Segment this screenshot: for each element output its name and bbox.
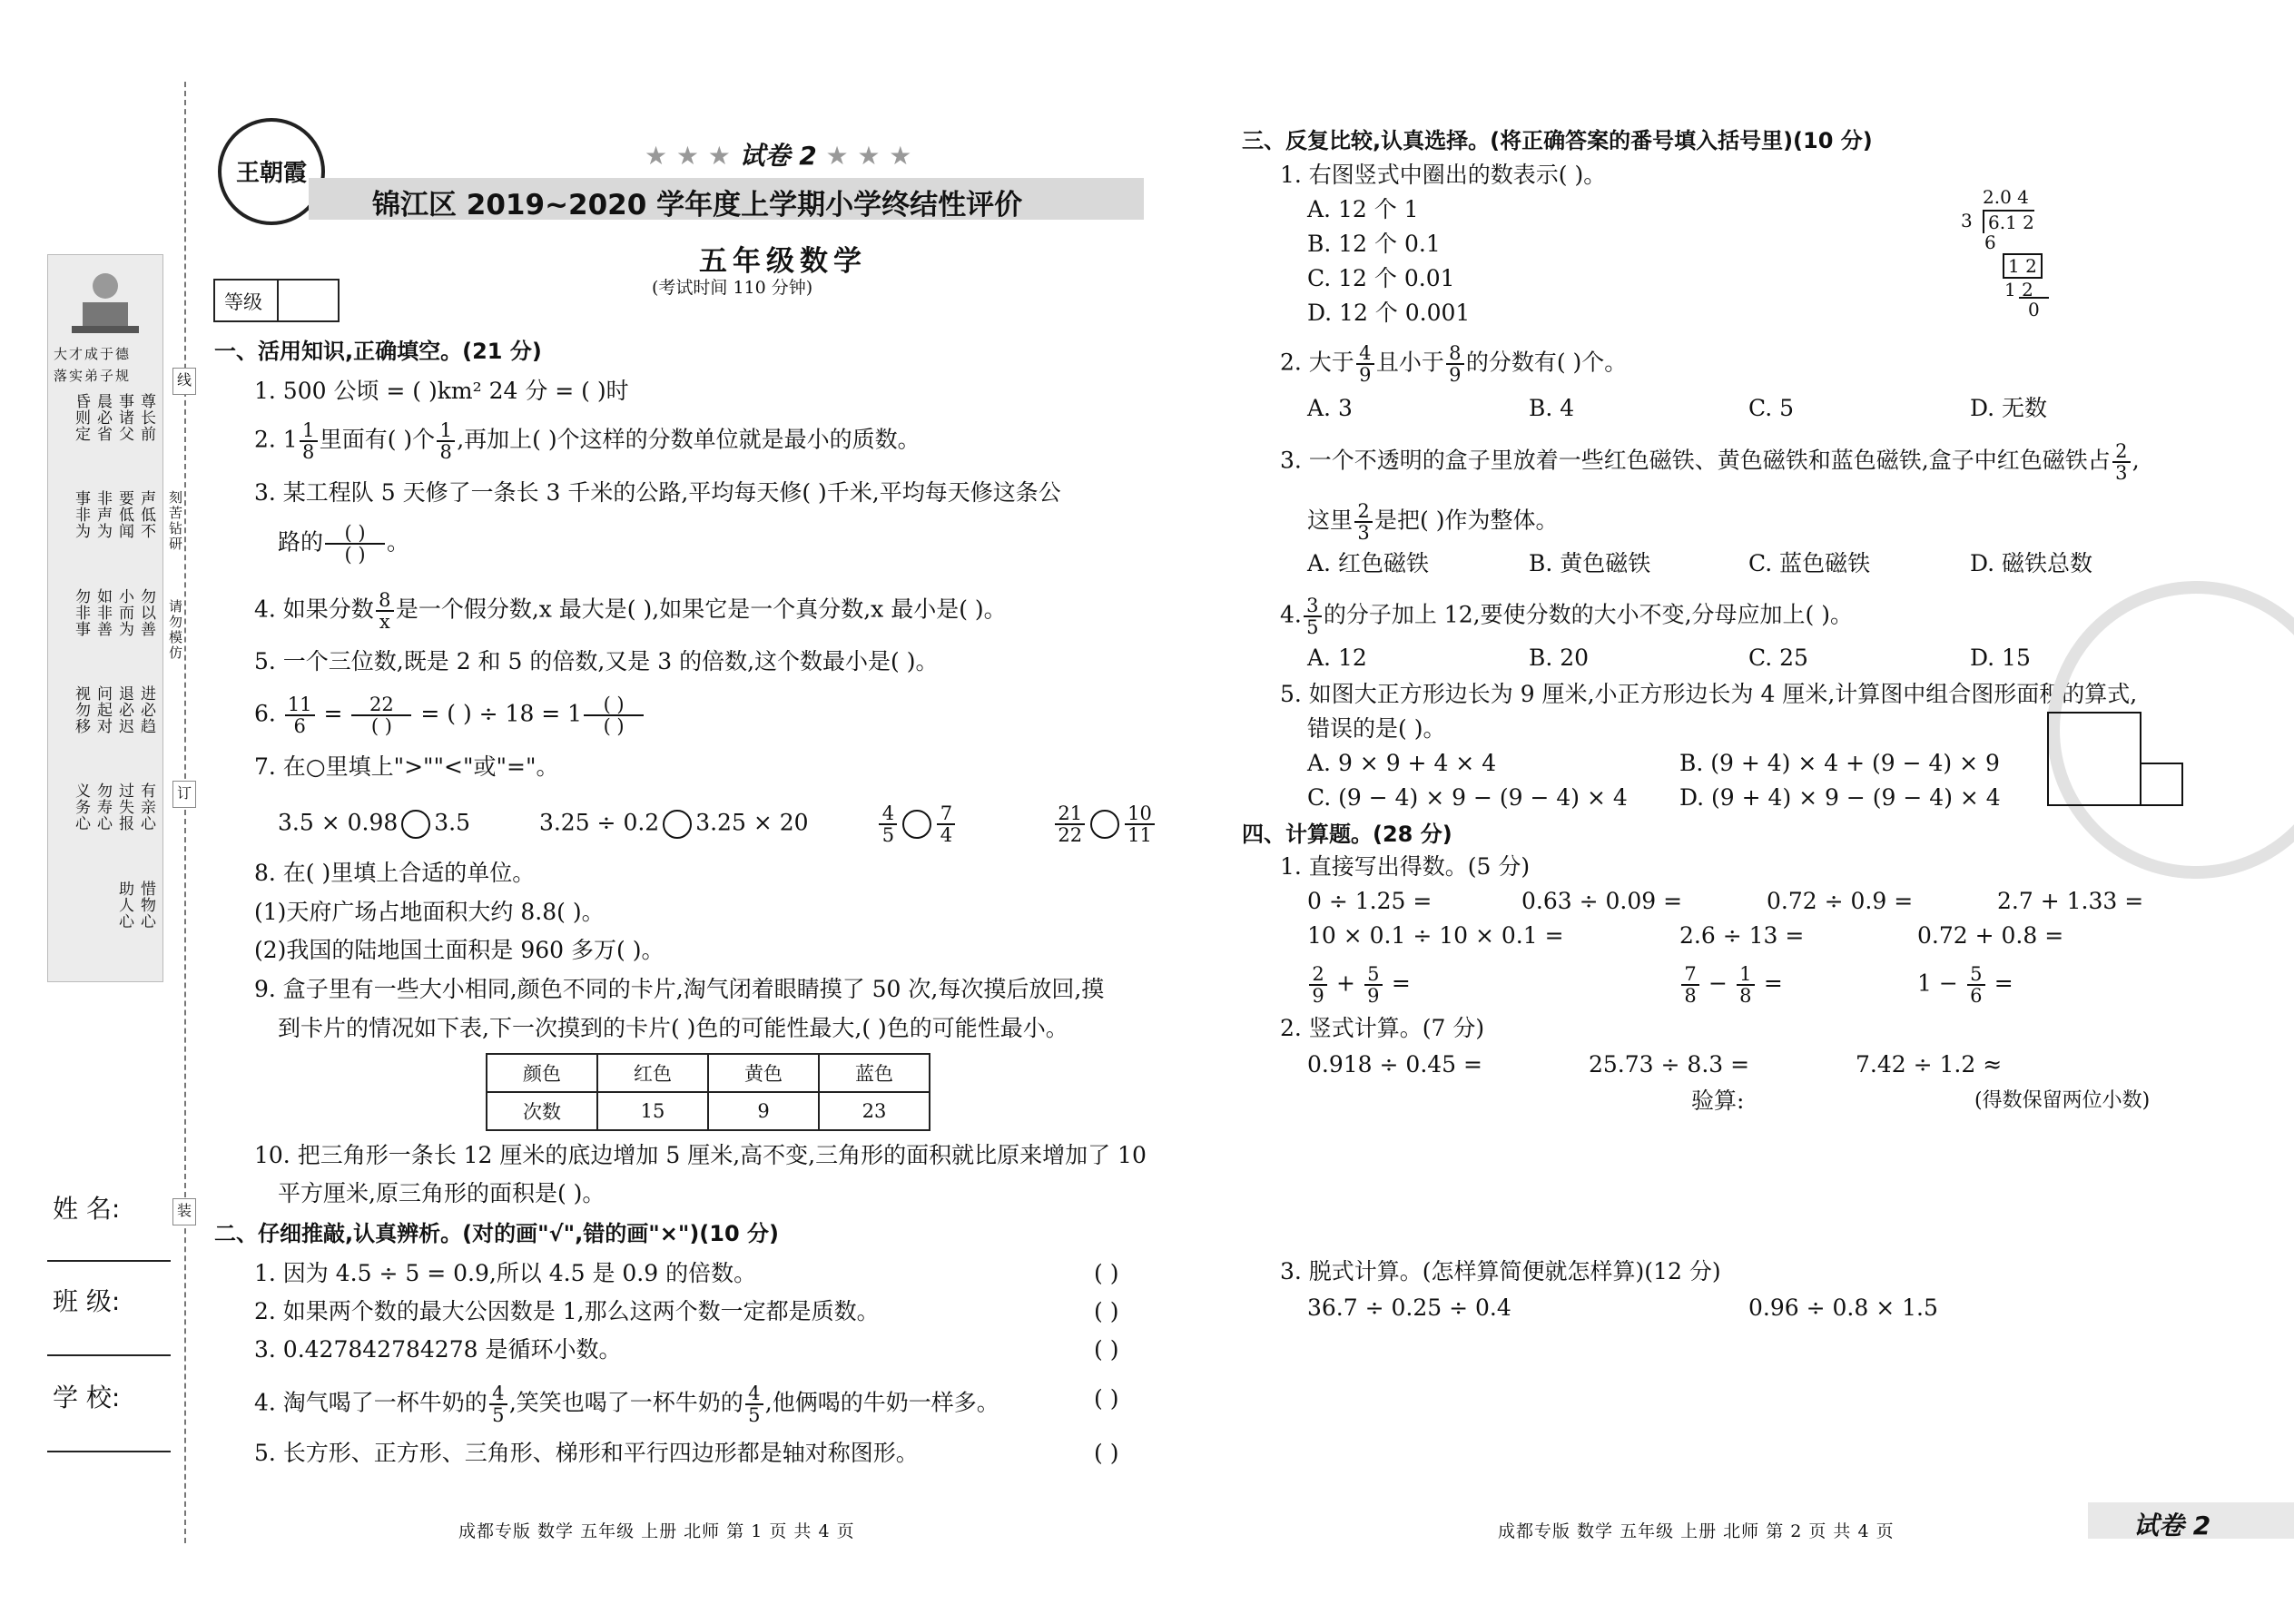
num: 10 — [1125, 803, 1155, 825]
long-division — [1952, 186, 2052, 322]
den: 3 — [1357, 522, 1370, 544]
q6-frac-1 — [285, 694, 315, 736]
c4-part-b: 的分子加上 12,要使分数的大小不变,分母应加上( )。 — [1323, 601, 1853, 628]
q5: 5. 一个三位数,既是 2 和 5 的倍数,又是 3 的倍数,这个数最小是( )。 — [254, 648, 939, 674]
table-cell: 蓝色 — [819, 1054, 930, 1092]
num: 4 — [879, 803, 897, 825]
c3-frac-1 — [2112, 441, 2131, 483]
calc-1-r2-1: 10 × 0.1 ÷ 10 × 0.1 = — [1307, 922, 1564, 949]
num: 22 — [351, 694, 411, 716]
num: 1 — [437, 420, 455, 442]
c2-part-c: 的分数有( )个。 — [1465, 349, 1628, 376]
den: 9 — [1367, 985, 1380, 1007]
op: 1 − — [1917, 969, 1958, 997]
choice-4-a[interactable]: A. 12 — [1307, 645, 1367, 671]
choice-4-c[interactable]: C. 25 — [1748, 645, 1808, 671]
den: 3 — [2115, 462, 2128, 484]
q7c-frac-left — [879, 803, 897, 845]
choice-2 — [1280, 343, 1627, 385]
num: 8 — [1446, 343, 1464, 365]
step-1: 6 — [1984, 231, 1996, 253]
choice-1-d[interactable]: D. 12 个 0.001 — [1307, 300, 1471, 326]
step-3: 1 2 — [2004, 279, 2033, 300]
frac — [1364, 964, 1383, 1006]
corner-badge — [2088, 1502, 2294, 1539]
seal-label-2: 订 — [172, 781, 196, 808]
num: 4 — [745, 1383, 763, 1405]
motto-column: 义务心 — [72, 782, 90, 832]
name-label: 姓 名: — [53, 1194, 121, 1224]
choice-3-b[interactable]: B. 黄色磁铁 — [1529, 550, 1651, 576]
judge-4-answer[interactable]: ( ) — [1094, 1385, 1119, 1412]
choice-2-d[interactable]: D. 无数 — [1970, 395, 2048, 421]
c2-part-a: 2. 大于 — [1280, 349, 1354, 376]
q2-frac-2 — [437, 420, 455, 462]
q9-line-1: 9. 盒子里有一些大小相同,颜色不同的卡片,淘气闭着眼睛摸了 50 次,每次摸后放回,摸 — [254, 976, 1105, 1002]
calc-2-note: (得数保留两位小数) — [1974, 1089, 2151, 1112]
op: − — [1708, 969, 1728, 997]
num: 4 — [1356, 343, 1374, 365]
judge-1-answer[interactable]: ( ) — [1094, 1260, 1119, 1286]
table-cell: 15 — [597, 1092, 708, 1130]
q3-line-2 — [278, 523, 409, 565]
judge-4 — [254, 1383, 999, 1425]
subject-title: 五年级数学 — [699, 245, 867, 278]
section-2-title: 二、仔细推敲,认真辨析。(对的画"√",错的画"×")(10 分) — [214, 1221, 779, 1246]
choice-2-a[interactable]: A. 3 — [1307, 395, 1353, 421]
compare-circle-3[interactable] — [902, 810, 931, 839]
q10-line-1: 10. 把三角形一条长 12 厘米的底边增加 5 厘米,高不变,三角形的面积就比原来增加了 10 — [254, 1142, 1147, 1168]
eq: = — [1391, 969, 1411, 997]
calc-1-r1-1: 0 ÷ 1.25 = — [1307, 888, 1433, 914]
q6-frac-2 — [351, 694, 411, 736]
compare-circle-1[interactable] — [401, 810, 430, 839]
q3-part-b: 路的 — [278, 528, 324, 556]
motto-column: 惜物心 — [137, 880, 155, 930]
calc-1-r3-2 — [1679, 964, 1783, 1006]
choice-3-a[interactable]: A. 红色磁铁 — [1307, 550, 1429, 576]
side-note-1: 刻苦钻研 — [167, 490, 183, 552]
compare-circle-4[interactable] — [1090, 810, 1119, 839]
motto-column: 勿非事 — [72, 587, 90, 637]
choice-1: 1. 右图竖式中圈出的数表示( )。 — [1280, 162, 1607, 188]
j4-frac-1 — [489, 1383, 507, 1425]
q4-part-b: 是一个假分数,x 最大是( ),如果它是一个真分数,x 最小是( )。 — [395, 595, 1007, 623]
motto-column: 事非为 — [72, 490, 90, 540]
eq: = — [1763, 969, 1783, 997]
motto-column: 晨必省 — [94, 393, 112, 442]
section-3-title: 三、反复比较,认真选择。(将正确答案的番号填入括号里)(10 分) — [1242, 128, 1873, 153]
school-label: 学 校: — [53, 1383, 121, 1412]
choice-5-line-1: 5. 如图大正方形边长为 9 厘米,小正方形边长为 4 厘米,计算图中组合图形面积的算式, — [1280, 681, 2138, 707]
c3-part-c: 是把( )作为整体。 — [1374, 507, 1559, 534]
den: 8 — [302, 441, 315, 463]
binding-line — [184, 82, 186, 1543]
choice-5-a[interactable]: A. 9 × 9 + 4 × 4 — [1307, 750, 1497, 776]
num: 2 — [1354, 501, 1373, 523]
q8-1: (1)天府广场占地面积大约 8.8( )。 — [254, 899, 605, 925]
num: 21 — [1055, 803, 1085, 825]
motto-bottom: 落实弟子规 — [54, 368, 132, 384]
motto-column: 问起对 — [94, 684, 112, 734]
q7: 7. 在○里填上">""<"或"="。 — [254, 753, 559, 780]
q7-row — [278, 803, 1157, 845]
choice-2-c[interactable]: C. 5 — [1748, 395, 1795, 421]
calc-3-2: 0.96 ÷ 0.8 × 1.5 — [1748, 1294, 1938, 1321]
grade-label: 等级 — [224, 291, 262, 313]
op: + — [1335, 969, 1355, 997]
q2-part-c: ,再加上( )个这样的分数单位就是最小的质数。 — [457, 426, 921, 453]
motto-column: 过失报 — [115, 782, 133, 832]
motto-column: 事诸父 — [115, 393, 133, 442]
motto-column: 非声为 — [94, 490, 112, 540]
choice-5-c[interactable]: C. (9 − 4) × 9 − (9 − 4) × 4 — [1307, 784, 1628, 811]
frac — [1967, 964, 1985, 1006]
badge-text: 试卷 2 — [739, 141, 817, 171]
school-field[interactable] — [47, 1451, 171, 1452]
calc-2-2: 25.73 ÷ 8.3 = — [1589, 1051, 1750, 1078]
step-4: 0 — [2019, 297, 2049, 320]
num: 7 — [937, 803, 955, 825]
calc-1-r3-1 — [1307, 964, 1411, 1006]
den: 9 — [1449, 364, 1462, 386]
j4-part-c: ,他俩喝的牛奶一样多。 — [764, 1389, 999, 1416]
choice-3-line-2 — [1307, 501, 1558, 543]
num: 2 — [1309, 964, 1327, 986]
frac — [1309, 964, 1327, 1006]
calc-2-3: 7.42 ÷ 1.2 ≈ — [1856, 1051, 2003, 1078]
table-cell: 红色 — [597, 1054, 708, 1092]
table-row — [487, 1092, 930, 1130]
c4-part-a: 4. — [1280, 601, 1302, 628]
c2-part-b: 且小于 — [1375, 349, 1444, 376]
choice-4-b[interactable]: B. 20 — [1529, 645, 1590, 671]
side-note-2: 请勿模仿 — [167, 599, 183, 661]
calc-1-r2-3: 0.72 + 0.8 = — [1917, 922, 2064, 949]
motto-column: 要低闻 — [115, 490, 133, 540]
calc-2-title: 2. 竖式计算。(7 分) — [1280, 1015, 1485, 1041]
q2 — [254, 420, 921, 462]
table-cell: 23 — [819, 1092, 930, 1130]
choice-3-c[interactable]: C. 蓝色磁铁 — [1748, 550, 1871, 576]
class-label: 班 级: — [53, 1286, 121, 1316]
den: 5 — [1306, 616, 1319, 638]
quotient: 2.0 4 — [1983, 186, 2029, 208]
calc-1-r3-3 — [1917, 964, 2013, 1006]
big-square — [2047, 712, 2141, 806]
judge-3-answer[interactable]: ( ) — [1094, 1336, 1119, 1363]
motto-column: 视勿移 — [72, 684, 90, 734]
logo-text: 王朝霞 — [235, 160, 307, 187]
q2-part-b: 里面有( )个 — [319, 426, 436, 453]
num: 3 — [1304, 595, 1322, 617]
judge-5-answer[interactable]: ( ) — [1094, 1440, 1119, 1466]
motto-column: 尊长前 — [137, 393, 155, 442]
num: 2 — [2112, 441, 2131, 463]
judge-3: 3. 0.427842784278 是循环小数。 — [254, 1336, 622, 1363]
motto-column: 勿寿心 — [94, 782, 112, 832]
den: 5 — [881, 824, 895, 846]
choice-1-a[interactable]: A. 12 个 1 — [1307, 196, 1419, 222]
judge-1: 1. 因为 4.5 ÷ 5 = 0.9,所以 4.5 是 0.9 的倍数。 — [254, 1260, 757, 1286]
choice-1-c[interactable]: C. 12 个 0.01 — [1307, 265, 1455, 291]
paper-badge — [645, 136, 911, 172]
choice-3-d[interactable]: D. 磁铁总数 — [1970, 550, 2093, 576]
calc-1-title: 1. 直接写出得数。(5 分) — [1280, 853, 1531, 880]
footer-left: 成都专版 数学 五年级 上册 北师 第 1 页 共 4 页 — [458, 1521, 855, 1541]
grade-box — [213, 279, 340, 322]
num: 11 — [285, 694, 315, 716]
calc-1-r1-3: 0.72 ÷ 0.9 = — [1767, 888, 1914, 914]
motto-column: 如非善 — [94, 587, 112, 637]
num: 1 — [300, 420, 318, 442]
judge-2-answer[interactable]: ( ) — [1094, 1298, 1119, 1324]
choice-4-d[interactable]: D. 15 — [1970, 645, 2031, 671]
j4-frac-2 — [745, 1383, 763, 1425]
dividend: 6.1 2 — [1983, 210, 2034, 233]
choice-5-b[interactable]: B. (9 + 4) × 4 + (9 − 4) × 9 — [1679, 750, 2000, 776]
eq: = — [1994, 969, 2013, 997]
motto-column: 进必趋 — [137, 684, 155, 734]
judge-5: 5. 长方形、正方形、三角形、梯形和平行四边形都是轴对称图形。 — [254, 1440, 919, 1466]
judge-2: 2. 如果两个数的最大公因数是 1,那么这两个数一定都是质数。 — [254, 1298, 880, 1324]
motto-top: 大才成于德 — [54, 346, 132, 362]
motto-column: 助人心 — [115, 880, 133, 930]
den: ( ) — [344, 544, 366, 566]
q6-part-b: = ( ) ÷ 18 = 1 — [420, 700, 583, 727]
choice-1-b[interactable]: B. 12 个 0.1 — [1307, 231, 1441, 257]
choice-2-b[interactable]: B. 4 — [1529, 395, 1575, 421]
grade-field[interactable] — [277, 281, 340, 320]
sidebar-motto-panel — [47, 254, 163, 982]
den: 22 — [1058, 824, 1083, 846]
num: 8 — [376, 590, 394, 612]
calc-3-title: 3. 脱式计算。(怎样算简便就怎样算)(12 分) — [1280, 1258, 1721, 1284]
q7d-frac-right — [1125, 803, 1155, 845]
den: 4 — [940, 824, 953, 846]
seal-label-3: 装 — [172, 1198, 196, 1225]
num: 1 — [1737, 964, 1755, 986]
c2-frac-2 — [1446, 343, 1464, 385]
q3-part-c: 。 — [387, 528, 410, 556]
choice-5-d[interactable]: D. (9 + 4) × 9 − (9 − 4) × 4 — [1679, 784, 2001, 811]
q6: 6. $\frac{11}{6}$ = $\frac{22}{( )}$ = ( ) ÷ 18 = 1 $\frac{( )}{( )}$ — [254, 694, 645, 736]
q6-frac-3 — [584, 694, 644, 736]
square-figure — [2047, 712, 2256, 806]
den: 11 — [1127, 824, 1152, 846]
q3-blank-frac — [325, 523, 385, 565]
den: 5 — [748, 1404, 761, 1426]
motto-columns — [55, 393, 155, 974]
q2-frac-1 — [300, 420, 318, 462]
num: 7 — [1681, 964, 1699, 986]
den: 6 — [1970, 985, 1983, 1007]
q8-2: (2)我国的陆地国土面积是 960 多万( )。 — [254, 937, 665, 963]
num: ( ) — [325, 523, 385, 545]
motto-column: 勿以善 — [137, 587, 155, 637]
table-row — [487, 1054, 930, 1092]
q7a-right: 3.5 — [434, 809, 471, 836]
divisor: 3 — [1961, 210, 1973, 231]
section-4-title: 四、计算题。(28 分) — [1242, 822, 1452, 847]
calc-1-r2-2: 2.6 ÷ 13 = — [1679, 922, 1805, 949]
q8: 8. 在( )里填上合适的单位。 — [254, 860, 536, 886]
seal-label-1: 线 — [172, 368, 196, 395]
den: 8 — [439, 441, 452, 463]
compare-circle-2[interactable] — [663, 810, 692, 839]
q7b-left: 3.25 ÷ 0.2 — [538, 809, 660, 836]
badge-star-left: ★ ★ ★ — [645, 141, 740, 171]
choice-3-line-1: 3. 一个不透明的盒子里放着一些红色磁铁、黄色磁铁和蓝色磁铁,盒子中红色磁铁占 $\frac{2}{3}$ , — [1280, 440, 2140, 484]
motto-column: 声低不 — [137, 490, 155, 540]
badge-star-right: ★ ★ ★ — [816, 141, 912, 171]
motto-column: 昏则定 — [72, 393, 90, 442]
table-cell: 9 — [708, 1092, 819, 1130]
den: 8 — [1739, 985, 1752, 1007]
calc-2-check: 验算: — [1691, 1088, 1745, 1114]
calc-1-r1-4: 2.7 + 1.33 = — [1997, 888, 2144, 914]
den: ( ) — [603, 715, 625, 737]
duration: (考试时间 110 分钟) — [652, 278, 813, 298]
corner-badge-text: 试卷 2 — [2133, 1511, 2211, 1540]
class-field[interactable] — [47, 1354, 171, 1356]
frac — [1681, 964, 1699, 1006]
scholar-illustration — [64, 266, 146, 339]
motto-column: 退必迟 — [115, 684, 133, 734]
q7a-left: 3.5 × 0.98 — [278, 809, 399, 836]
q7c-frac-right — [937, 803, 955, 845]
den: 5 — [492, 1404, 505, 1426]
q3-line-1: 3. 某工程队 5 天修了一条长 3 千米的公路,平均每天修( )千米,平均每天修这条公 — [254, 479, 1061, 506]
q9-line-2: 到卡片的情况如下表,下一次摸到的卡片( )色的可能性最大,( )色的可能性最小。 — [278, 1015, 1068, 1041]
motto-column: 有亲心 — [137, 782, 155, 832]
footer-right: 成都专版 数学 五年级 上册 北师 第 2 页 共 4 页 — [1498, 1521, 1895, 1541]
j4-part-b: ,笑笑也喝了一杯牛奶的 — [508, 1389, 743, 1416]
q7b-right: 3.25 × 20 — [695, 809, 809, 836]
q9-table — [486, 1053, 930, 1131]
num: 5 — [1364, 964, 1383, 986]
q6-part-a: 6. — [254, 700, 276, 727]
c3-frac-2 — [1354, 501, 1373, 543]
calc-1-r1-2: 0.63 ÷ 0.09 = — [1521, 888, 1683, 914]
section-1-title: 一、活用知识,正确填空。(21 分) — [214, 339, 542, 364]
name-field[interactable] — [47, 1260, 171, 1262]
num: ( ) — [584, 694, 644, 716]
den: 8 — [1684, 985, 1697, 1007]
small-square — [2140, 763, 2183, 806]
calc-2-1: 0.918 ÷ 0.45 = — [1307, 1051, 1482, 1078]
q2-part-a: 2. 1 — [254, 426, 298, 453]
num: 4 — [489, 1383, 507, 1405]
table-cell: 黄色 — [708, 1054, 819, 1092]
q1: 1. 500 公顷 = ( )km² 24 分 = ( )时 — [254, 378, 629, 404]
table-cell: 次数 — [487, 1092, 597, 1130]
calc-3-1: 36.7 ÷ 0.25 ÷ 0.4 — [1307, 1294, 1511, 1321]
main-title: 锦江区 2019~2020 学年度上学期小学终结性评价 — [372, 189, 1023, 221]
step-2: 1 2 — [2003, 253, 2043, 279]
q4 — [254, 590, 1007, 632]
frac — [1737, 964, 1755, 1006]
choice-4 — [1280, 595, 1853, 637]
q4-part-a: 4. 如果分数 — [254, 595, 374, 623]
table-cell: 颜色 — [487, 1054, 597, 1092]
choice-5-line-2: 错误的是( )。 — [1307, 715, 1446, 742]
c2-frac-1 — [1356, 343, 1374, 385]
den: 6 — [293, 715, 306, 737]
q4-frac — [376, 590, 394, 632]
den: 9 — [1359, 364, 1372, 386]
c4-frac — [1304, 595, 1322, 637]
den: ( ) — [370, 715, 392, 737]
c3-part-a: 3. 一个不透明的盒子里放着一些红色磁铁、黄色磁铁和蓝色磁铁,盒子中红色磁铁占 — [1280, 447, 2111, 474]
c3-part-b: 这里 — [1307, 507, 1354, 534]
j4-part-a: 4. 淘气喝了一杯牛奶的 — [254, 1389, 487, 1416]
motto-column: 小而为 — [115, 587, 133, 637]
den: 9 — [1312, 985, 1324, 1007]
q10-line-2: 平方厘米,原三角形的面积是( )。 — [278, 1180, 605, 1206]
num: 5 — [1967, 964, 1985, 986]
den: x — [379, 611, 390, 633]
q7d-frac-left — [1055, 803, 1085, 845]
